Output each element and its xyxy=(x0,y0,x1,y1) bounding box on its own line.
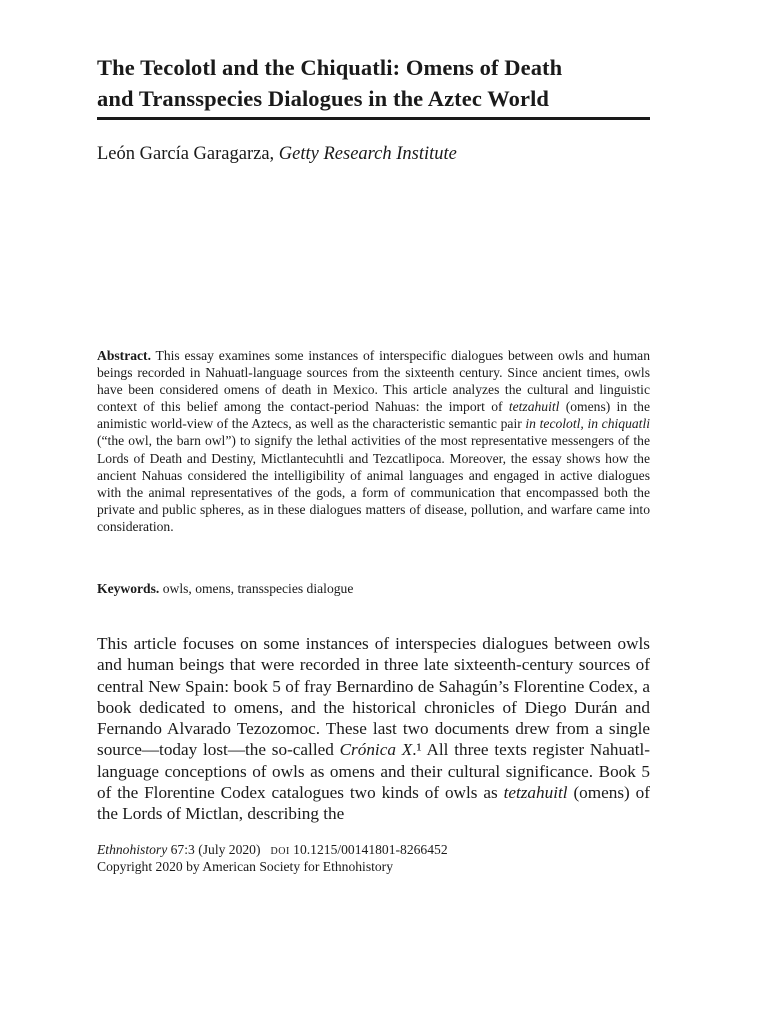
body-paragraph xyxy=(97,633,650,825)
keywords-label: Keywords. xyxy=(97,581,160,596)
keywords xyxy=(97,580,650,597)
page-footer xyxy=(97,841,650,875)
abstract-term-1: tetzahuitl xyxy=(508,399,560,415)
byline xyxy=(97,142,650,166)
abstract-text-3: (“the owl, the barn owl”) to signify the lethal activities of the most representative messengers of the Lords of Death and Destiny, Mictlantecuhtli and Tezcatlipoca. Moreover, the essay shows how the ancient Nahuas considered the intelligibility of animal languages and engaged in active dialogues with the animal representatives of the gods, a form of communication that encompassed both the private and public spheres, as in these dialogues matters of disease, pollution, and warfare came into consideration. xyxy=(97,433,650,534)
body-text-3: (omens) of the Lords of Mictlan, describing the xyxy=(97,783,650,824)
abstract xyxy=(97,347,650,535)
abstract-label: Abstract. xyxy=(97,348,151,363)
doi-value: 10.1215/00141801-8266452 xyxy=(289,842,448,857)
title-line-1: The Tecolotl and the Chiquatli: Omens of Death xyxy=(97,55,563,80)
body-term-2: tetzahuitl xyxy=(503,783,568,803)
article-title xyxy=(97,52,650,114)
abstract-text-1: This essay examines some instances of interspecific dialogues between owls and human beings recorded in Nahuatl-language sources from the sixteenth century. Since ancient times, owls have been considered omens of death in Mexico. This article analyzes the cultural and linguistic context of this belief among the contact-period Nahuas: the import of xyxy=(97,348,650,415)
copyright-line: Copyright 2020 by American Society for Ethnohistory xyxy=(97,859,394,874)
journal-name: Ethnohistory xyxy=(97,842,168,857)
author-affiliation: Getty Research Institute xyxy=(278,144,457,164)
doi-label: doi xyxy=(270,842,290,857)
body-text-2: .¹ All three texts register Nahuatl-language conceptions of owls as omens and their cultural significance. Book 5 of the Florentine Codex catalogues two kinds of owls as xyxy=(97,740,650,803)
title-rule xyxy=(97,117,650,120)
author-name: León García Garagarza, xyxy=(97,144,275,164)
title-line-2: and Transspecies Dialogues in the Aztec World xyxy=(97,86,550,111)
journal-issue: 67:3 (July 2020) xyxy=(167,842,261,857)
body-term-1: Crónica X xyxy=(339,740,413,760)
abstract-term-2: in tecolotl, in chiquatli xyxy=(525,416,650,432)
abstract-text-2: (omens) in the animistic world-view of the Aztecs, as well as the characteristic semantic pair xyxy=(97,399,651,432)
body-text-1: This article focuses on some instances of interspecies dialogues between owls and human beings that were recorded in three late sixteenth-century sources of central New Spain: book 5 of fray Bernardino de Sahagún’s Florentine Codex, a book dedicated to omens, and the historical chronicles of Diego Durán and Fernando Alvarado Tezozomoc. These last two documents drew from a single source—today lost—the so-called xyxy=(97,634,650,760)
keywords-text: owls, omens, transspecies dialogue xyxy=(159,581,354,596)
